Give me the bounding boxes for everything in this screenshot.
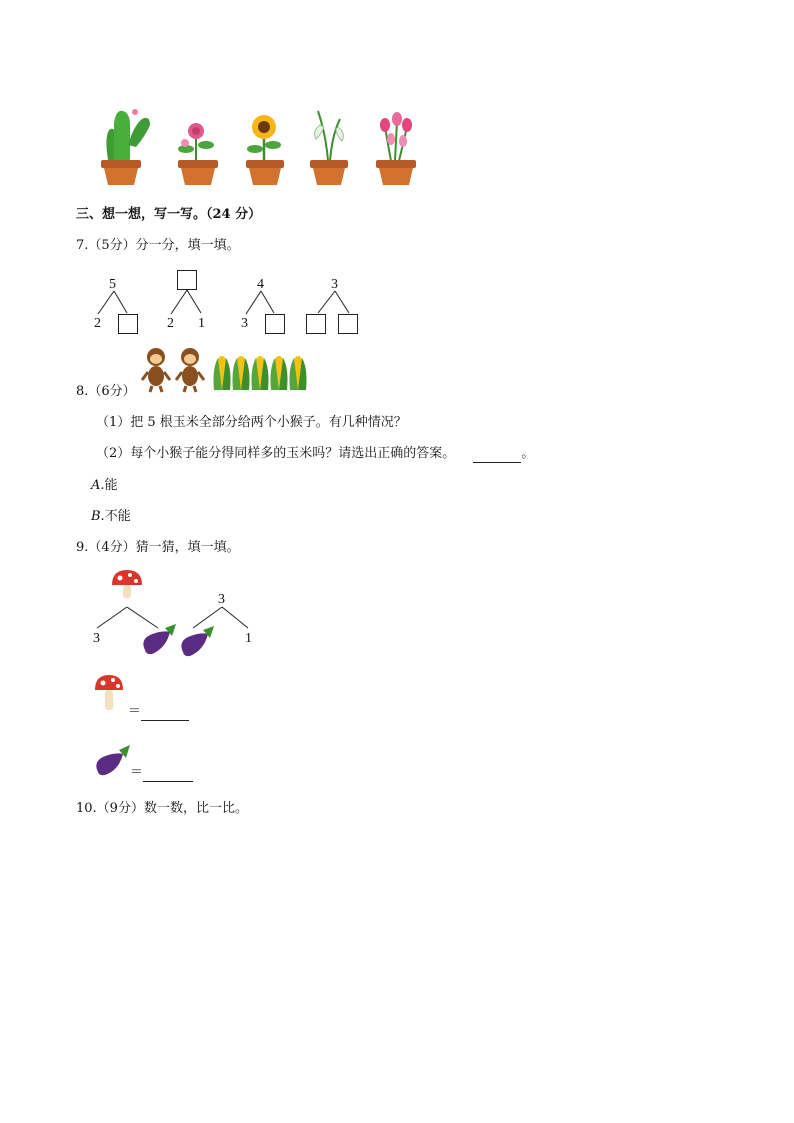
answer-blank[interactable]: [141, 704, 189, 721]
question-8-title: 8.（6分）: [76, 384, 136, 399]
tree-top-number: 3: [218, 592, 225, 607]
equation-mushroom: [128, 704, 189, 721]
tree-left-number: 3: [241, 316, 248, 331]
equals-sign: ＝: [130, 765, 144, 780]
tree-top-number: 4: [257, 277, 264, 292]
tree-right-number: 1: [245, 631, 252, 646]
mushroom-icon: [112, 570, 142, 598]
question-10-title: 10.（9分）数一数，比一比。: [76, 801, 248, 816]
section-title: 三、想一想，写一写。（24 分）: [76, 207, 262, 222]
option-letter: B.: [91, 509, 105, 524]
question-end: 。: [521, 446, 535, 461]
eggplant-icon: [95, 742, 133, 776]
option-text: 不能: [104, 509, 131, 524]
question-7-title: 7.（5分）分一分，填一填。: [76, 238, 240, 253]
tree-top-number: 5: [109, 277, 116, 292]
question-text: （2）每个小猴子能分得同样多的玉米吗？请选出正确的答案。: [96, 446, 456, 461]
tree-left-number: 2: [94, 316, 101, 331]
question-8-part-1: （1）把 5 根玉米全部分给两个小猴子。有几种情况？: [96, 415, 407, 430]
tree-right-number: 1: [198, 316, 205, 331]
tree-left-number: 2: [167, 316, 174, 331]
mushroom-icon: [93, 674, 127, 714]
eggplant-icon: [181, 626, 214, 656]
option-letter: A.: [91, 478, 105, 493]
answer-blank[interactable]: [143, 765, 193, 782]
option-text: 能: [104, 478, 118, 493]
equation-eggplant: [130, 765, 193, 782]
eggplant-icon: [143, 624, 176, 654]
tree-left-number: 3: [93, 631, 100, 646]
tree-top-number: 3: [331, 277, 338, 292]
equals-sign: ＝: [128, 704, 142, 719]
question-9-title: 9.（4分）猜一猜，填一填。: [76, 540, 240, 555]
